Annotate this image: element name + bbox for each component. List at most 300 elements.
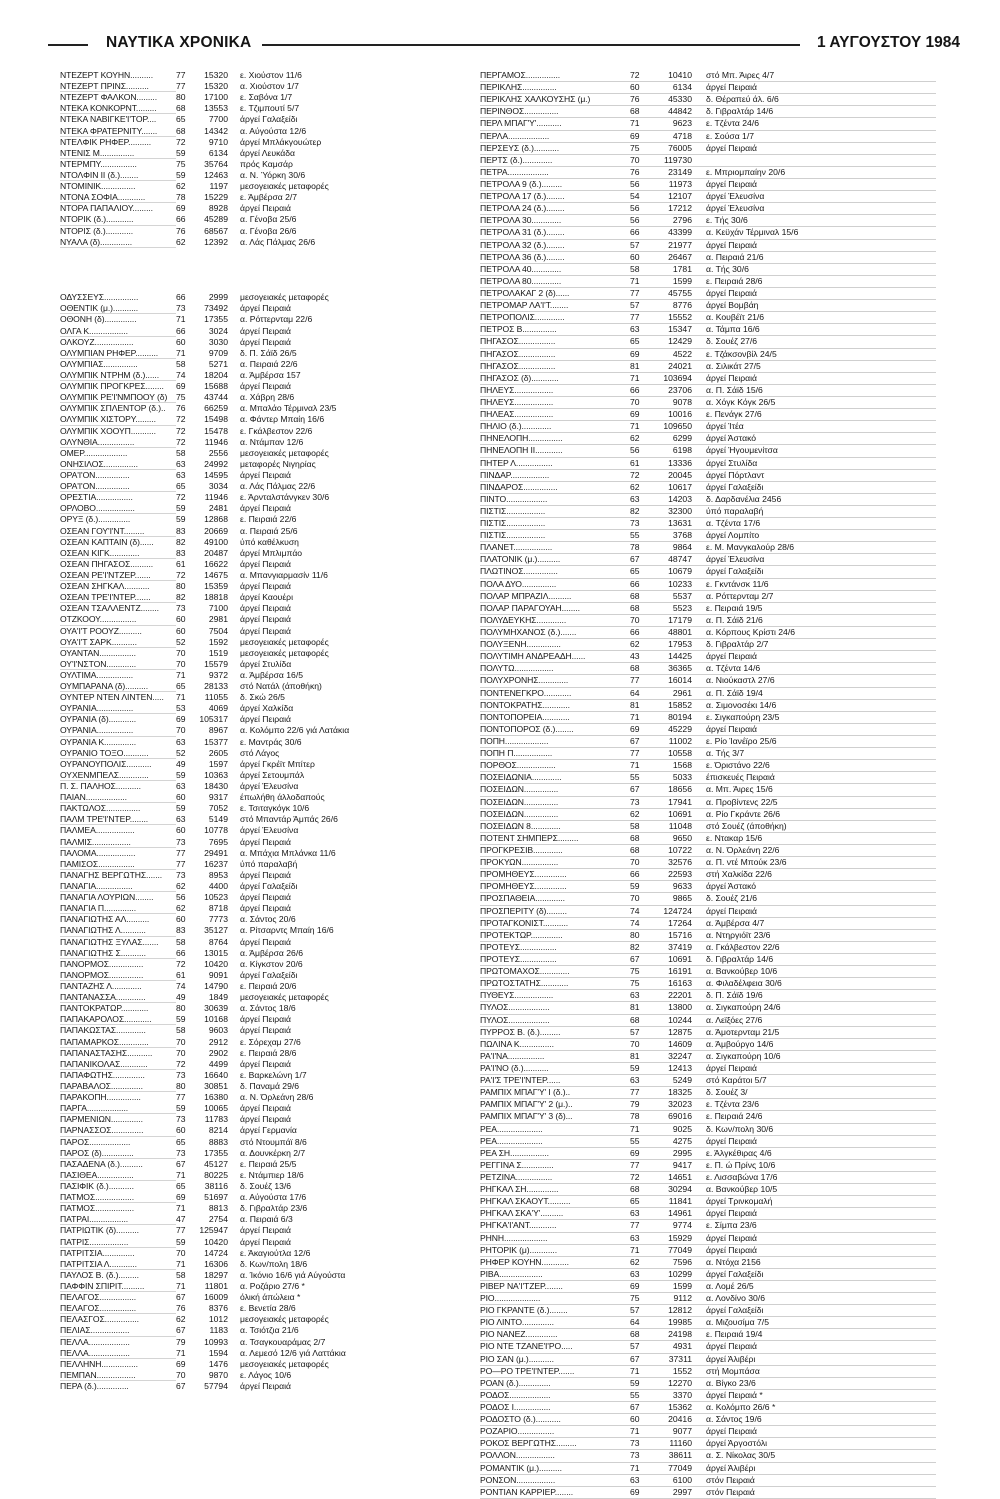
gross-tonnage: 11783 <box>204 1114 228 1125</box>
ship-status: στό Μπαντάρ Άμπάς 26/6 <box>240 814 338 825</box>
build-year: 71 <box>630 1365 640 1376</box>
build-year: 74 <box>630 917 640 928</box>
ship-name: ΟΥΜΠΑΡΑΝΑ (δ).......... <box>60 681 176 692</box>
ship-status: δ. Σκώ 26/5 <box>240 692 285 703</box>
ship-name: ΠΡΟΚΥΩΝ................ <box>480 857 559 868</box>
ship-name: ΠΡΟΤΕΥΣ................ <box>480 953 557 964</box>
ship-name: ΠΟΛΑΡ ΠΑΡΑΓΟΥΑΗ........ <box>480 602 580 613</box>
ship-name: ΠΗΛΙΟ (δ.)............. <box>480 421 552 432</box>
ship-row <box>60 370 468 381</box>
gross-tonnage: 11002 <box>668 736 692 747</box>
ship-row <box>60 459 468 470</box>
ship-status <box>706 155 916 166</box>
ship-row <box>60 637 468 648</box>
ship-status: ε. Πειραιά 28/6 <box>240 1047 297 1058</box>
ship-name: ΠΙΝΤΟ.................. <box>480 493 548 504</box>
build-year: 68 <box>630 845 640 855</box>
build-year: 63 <box>630 1208 640 1219</box>
gross-tonnage: 2605 <box>208 747 228 758</box>
ship-name: ΠΑΡΓΑ.................. <box>60 1103 176 1114</box>
ship-row <box>60 848 468 859</box>
ship-status: άργεί Γαλαξείδι <box>240 969 298 980</box>
ship-row <box>60 792 468 803</box>
ship-name: ΠΑΡΑΒΑΛΟΣ.............. <box>60 1081 176 1092</box>
ship-row <box>60 970 468 981</box>
gross-tonnage: 7052 <box>208 803 228 814</box>
build-year: 62 <box>176 881 186 892</box>
ship-row <box>480 179 936 191</box>
ship-name: ΠΑΛΟΜΑ................. <box>60 847 136 858</box>
ship-status: α. Σάντος 18/6 <box>240 1003 296 1014</box>
ship-row <box>60 1359 468 1370</box>
build-year: 71 <box>176 314 186 325</box>
ship-name: ΠΑΣΙΦΙΚ (δ.)........... <box>60 1180 134 1191</box>
build-year: 73 <box>176 303 186 314</box>
ship-status: άργεί Άστακό <box>706 433 757 444</box>
gross-tonnage: 45755 <box>668 287 692 298</box>
ship-status: άργεί Γαλαξείδι <box>706 481 764 492</box>
ship-name: ΡΙΟ ΓΚΡΑΝΤΕ (δ.)........ <box>480 1305 568 1316</box>
ship-name: ΝΤΕΖΕΡΤ ΚΟΥΗΝ.......... <box>60 70 153 80</box>
build-year: 57 <box>630 1341 640 1352</box>
ship-status: άργεί Βομβάη <box>706 300 759 311</box>
build-year: 66 <box>176 214 186 225</box>
ship-row <box>60 592 468 603</box>
gross-tonnage: 14595 <box>204 469 228 480</box>
gross-tonnage: 7695 <box>208 836 228 847</box>
ship-status: α. Άμβέρσα 26/6 <box>240 947 304 958</box>
ship-name: ΠΕΤΡΟΛΑ 24 (δ.)........ <box>480 203 565 214</box>
ship-row <box>480 845 936 857</box>
ship-name: ΠΑΡΝΑΣΣΟΣ.............. <box>60 1125 176 1136</box>
gross-tonnage: 9709 <box>208 347 228 358</box>
ship-status: α. Χάβρη 28/6 <box>240 392 295 403</box>
ship-status: δ. Δαρδανέλια 2456 <box>706 493 782 504</box>
ship-name: ΠΑΡΟΣ.................. <box>60 1136 131 1147</box>
gross-tonnage: 1519 <box>208 647 228 658</box>
build-year: 70 <box>630 857 640 868</box>
ship-status: πρός Καμσάρ <box>240 158 293 169</box>
ship-name: ΠΕΛΛΗΝΗ................ <box>60 1358 138 1369</box>
ship-row <box>60 670 468 681</box>
ship-name: ΟΣΕΑΝ ΤΣΑΛΛΕΝΤΖ........ <box>60 603 159 614</box>
build-year: 78 <box>630 1111 640 1122</box>
ship-row <box>480 978 936 990</box>
ship-name: ΝΤΕΚΑ ΝΑΒΙΓΚΕ'Ι'ΤΟΡ.... <box>60 114 157 125</box>
ship-row <box>480 288 936 300</box>
build-year: 76 <box>176 1303 186 1314</box>
ship-name: ΟΥΛΤΙΜΑ................ <box>60 669 134 680</box>
ship-status: α. Ίκόνιο 16/6 γιά Αύγούστα <box>240 1269 346 1280</box>
gross-tonnage: 14425 <box>668 651 692 662</box>
ship-status: ε. Άρνταλστάνγκεν 30/6 <box>240 492 330 503</box>
gross-tonnage: 20416 <box>668 1414 692 1425</box>
build-year: 58 <box>630 263 640 274</box>
ship-status: άργεί Πειραιά <box>706 651 757 662</box>
gross-tonnage: 12429 <box>668 336 692 347</box>
gross-tonnage: 8776 <box>672 300 692 311</box>
ship-name: ΠΟΝΤΟΚΡΑΤΗΣ............ <box>480 699 570 710</box>
ship-status: άργεί Πειραιά <box>706 178 757 189</box>
build-year: 75 <box>176 392 186 403</box>
gross-tonnage: 9603 <box>208 1025 228 1036</box>
ship-name: ΠΥΘΕΥΣ................. <box>480 990 554 1001</box>
ship-row <box>480 1463 936 1475</box>
ship-name: ΝΤΕΖΕΡΤ ΠΡΙΝΣ.......... <box>60 81 176 92</box>
ship-name: ΡΕΑ ΣΗ................. <box>480 1147 549 1158</box>
gross-tonnage: 76005 <box>668 142 692 153</box>
ship-name: ΠΡΩΤΟΜΑΧΟΣ............. <box>480 966 570 977</box>
ship-name: ΡΑΜΠΙΧ ΜΠΑΓ'Υ' Ι (δ.).. <box>480 1087 571 1098</box>
ship-name: ΠΕΤΡΟΛΑΚΑΓ 2 (δ)...... <box>480 287 570 298</box>
ship-status: μεταφορές Νιγηρίας <box>240 458 316 469</box>
gross-tonnage: 11055 <box>204 692 228 703</box>
gross-tonnage: 30294 <box>668 1184 692 1195</box>
gross-tonnage: 51697 <box>204 1192 228 1203</box>
ship-status: άργεί Πειραιά <box>706 372 757 383</box>
ship-name: ΠΑΝΑΓΙΩΤΗΣ ΞΥΛΑΣ....... <box>60 936 159 947</box>
build-year: 62 <box>630 808 640 819</box>
gross-tonnage: 37419 <box>668 941 692 952</box>
ship-name: ΠΟΝΤΟΠΟΡΕΙΑ............ <box>480 711 570 722</box>
ship-name: ΠΑΤΡΙΩΤΙΚ (δ).......... <box>60 1225 139 1236</box>
gross-tonnage: 18818 <box>204 592 228 603</box>
ship-status: στόν Πειραιά <box>706 1486 755 1497</box>
ship-status: α. Λεϊξόες 27/6 <box>706 1014 763 1025</box>
ship-status: άργεί Πειραιά <box>706 239 757 250</box>
ship-name: ΠΟΣΕΙΔΩΝ............... <box>480 784 559 795</box>
ship-name: ΠΕΤΡΟΣ Β............... <box>480 324 557 335</box>
ship-name: ΠΕΤΡΟΛΑ 80............. <box>480 275 562 286</box>
ship-status: άργεί Καουέρι <box>240 592 293 603</box>
ship-row <box>60 1270 468 1281</box>
build-year: 68 <box>176 103 186 114</box>
ship-name: ΝΤΕΖΕΡΤ ΦΑΛΚΟΝ......... <box>60 92 158 103</box>
ship-name: ΠΑΝΟΡΜΟΣ............... <box>60 958 144 969</box>
build-year: 65 <box>630 336 640 347</box>
ship-name: ΟΣΕΑΝ ΚΙΓΚ............. <box>60 548 176 559</box>
ship-status: άργεί Άλιβέρι <box>706 1462 756 1473</box>
gross-tonnage: 15929 <box>668 1232 692 1243</box>
ship-status: άργεί Άλιβέρι <box>706 1353 756 1364</box>
gross-tonnage: 1012 <box>208 1314 228 1325</box>
build-year: 59 <box>176 147 186 158</box>
ship-status: άργεί Λομπίτο <box>706 530 760 541</box>
ship-name: ΠΗΓΑΣΟΣ (δ)............ <box>480 372 559 383</box>
ship-row <box>60 170 468 181</box>
ship-name: ΡΑ'Ι'ΝΟ (δ.)........... <box>480 1062 549 1073</box>
ship-row <box>480 893 936 905</box>
ship-row <box>480 143 936 155</box>
ship-row <box>60 1181 468 1192</box>
build-year: 64 <box>630 687 640 698</box>
gross-tonnage: 9025 <box>672 1123 692 1134</box>
gross-tonnage: 10065 <box>204 1103 228 1114</box>
build-year: 65 <box>176 1180 186 1191</box>
ship-status: α. Τής 30/6 <box>706 263 749 274</box>
build-year: 69 <box>630 130 640 141</box>
ship-row <box>60 203 468 214</box>
ship-status: άργεί Στυλίδα <box>240 658 292 669</box>
build-year: 72 <box>176 958 186 969</box>
ship-status: α. Ροζάριο 27/6 * <box>240 1280 305 1291</box>
ship-name: ΡΟΔΟΣ.................. <box>480 1389 551 1400</box>
ship-status: α. Κολόμπο 22/6 γιά Λατάκια <box>240 725 350 736</box>
ship-status: ε. Άλγκέθιρας 4/6 <box>706 1147 772 1158</box>
ship-status: άργεί Έλευσίνα <box>240 781 299 792</box>
gross-tonnage: 10993 <box>204 1336 228 1347</box>
ship-row <box>60 1048 468 1059</box>
gross-tonnage: 16380 <box>204 1092 228 1103</box>
ship-row <box>480 675 936 687</box>
ship-status: μεσογειακές μεταφορές <box>240 647 329 658</box>
ship-name: ΡΗΓΚΑ'Ι'ΑΝΤ............ <box>480 1220 557 1231</box>
ship-status: α. Τζέντα 14/6 <box>706 663 761 674</box>
ship-name: ΡΟΝΤΙΑΝ ΚΑΡΡΙΕΡ........ <box>480 1486 574 1497</box>
ship-row <box>60 1025 468 1036</box>
ship-status: στό Λάγος <box>240 747 280 758</box>
ship-status: ε. Βαρκελώνη 1/7 <box>240 1069 307 1080</box>
gross-tonnage: 3024 <box>208 325 228 336</box>
gross-tonnage: 17264 <box>668 917 692 928</box>
build-year: 69 <box>630 348 640 359</box>
ship-name: ΠΕΤΡΟΛΑ 40............. <box>480 263 562 274</box>
gross-tonnage: 10299 <box>668 1268 692 1279</box>
gross-tonnage: 38611 <box>668 1450 692 1461</box>
ship-name: ΠΛΩΤΙΝΟΣ............... <box>480 566 558 577</box>
build-year: 73 <box>176 869 186 880</box>
ship-status: α. Π. Σάϊδ 15/6 <box>706 384 763 395</box>
ship-name: ΠΕΤΡΟΛΑ 17 (δ.)........ <box>480 191 565 202</box>
ship-name: ΟΥΧΕΝΜΠΕΛΣ............. <box>60 770 176 781</box>
gross-tonnage: 12812 <box>668 1305 692 1316</box>
ship-status: άργεί Γαλαξείδι <box>240 881 298 892</box>
ship-name: ΠΕΛΑΓΟΣ................ <box>60 1303 176 1314</box>
ship-row <box>60 937 468 948</box>
ship-status: άργεί Πειραιά * <box>706 1389 763 1400</box>
ship-row <box>60 559 468 570</box>
gross-tonnage: 125947 <box>199 1225 228 1236</box>
gross-tonnage: 18325 <box>668 1087 692 1098</box>
ship-name: ΠΕΛΛΑ.................. <box>60 1336 130 1347</box>
ship-status: ε. Ντάμπιερ 18/6 <box>240 1169 304 1180</box>
gross-tonnage: 10679 <box>668 566 692 577</box>
build-year: 67 <box>630 784 640 795</box>
ship-name: ΠΥΡΡΟΣ Β. (δ.)......... <box>480 1026 561 1037</box>
ship-row <box>480 1390 936 1402</box>
ship-row <box>60 92 468 103</box>
build-year: 58 <box>176 1025 186 1036</box>
ship-status: α. Λονδίνο 30/6 <box>706 1293 765 1304</box>
gross-tonnage: 73492 <box>204 303 228 314</box>
ship-row <box>60 903 468 914</box>
ship-name: ΠΕΡΣΕΥΣ (δ.)........... <box>480 142 560 153</box>
ship-status: άργεί Έλευσίνα <box>706 191 765 202</box>
ship-row <box>60 192 468 203</box>
build-year: 58 <box>176 358 186 369</box>
ship-row <box>60 470 468 481</box>
ship-name: ΠΕΤΡΑ.................. <box>480 166 549 177</box>
build-year: 69 <box>176 1358 186 1369</box>
ship-row <box>480 300 936 312</box>
ship-name: ΡΟΖΑΡΙΟ................ <box>480 1426 555 1437</box>
ship-row <box>480 470 936 482</box>
ship-name: ΠΙΣΤΙΣ................. <box>480 505 546 516</box>
gross-tonnage: 18430 <box>204 781 228 792</box>
ship-status: άργεί Πειραιά <box>240 903 291 914</box>
ship-status: άργεί Πειραιά <box>240 1380 291 1391</box>
ship-row <box>60 803 468 814</box>
gross-tonnage: 13631 <box>668 518 692 529</box>
ship-name: ΝΤΟΡΙΣ (δ.)............ <box>60 225 134 236</box>
gross-tonnage: 43399 <box>668 227 692 238</box>
header-rule-left <box>48 44 88 46</box>
ship-name: ΠΗΛΕΑΣ................. <box>480 409 554 420</box>
build-year: 74 <box>630 905 640 916</box>
ship-row <box>480 433 936 445</box>
build-year: 66 <box>630 384 640 395</box>
ship-name: ΠΟΠΗ Π................. <box>480 748 553 759</box>
ship-row <box>60 759 468 770</box>
gross-tonnage: 8953 <box>208 869 228 880</box>
ship-name: ΟΛΥΜΠΙΑΣ............... <box>60 358 138 369</box>
build-year: 60 <box>176 625 186 636</box>
build-year: 62 <box>630 1256 640 1267</box>
ship-row <box>480 1099 936 1111</box>
build-year: 60 <box>176 825 186 836</box>
gross-tonnage: 10778 <box>204 825 228 836</box>
ship-row <box>60 1381 468 1392</box>
gross-tonnage: 17100 <box>204 92 228 103</box>
ship-name: ΟΜΕΡ................... <box>60 447 128 458</box>
ship-row <box>60 1159 468 1170</box>
gross-tonnage: 2961 <box>672 687 692 698</box>
ship-row <box>60 1248 468 1259</box>
ship-name: ΝΤΕΚΑ ΚΟΝΚΟΡΝΤ......... <box>60 103 176 114</box>
gross-tonnage: 4069 <box>208 703 228 714</box>
build-year: 65 <box>176 681 186 692</box>
gross-tonnage: 12107 <box>668 191 692 202</box>
ship-status: άργεί Γαλαξείδι <box>240 114 298 125</box>
ship-row <box>480 918 936 930</box>
ship-name: ΠΙΣΤΙΣ................. <box>480 518 546 529</box>
ship-row <box>480 1293 936 1305</box>
ship-status: δ. Γιβραλτάρ 23/6 <box>240 1203 308 1214</box>
ship-name: ΠΡΟΤΕΥΣ................ <box>480 941 557 952</box>
gross-tonnage: 32576 <box>668 857 692 868</box>
build-year: 76 <box>176 403 186 414</box>
ship-status: α. Τσαγκουαράμας 2/7 <box>240 1336 326 1347</box>
ship-row <box>480 264 936 276</box>
ship-status: άργεί Πειραιά <box>240 503 291 514</box>
gross-tonnage: 1781 <box>672 263 692 274</box>
ship-name: ΠΟΛΥΤΩ................. <box>480 663 554 674</box>
gross-tonnage: 10363 <box>204 769 228 780</box>
ship-name: ΟΛΥΜΠΙΚ ΧΟΟΥΠ........... <box>60 425 156 436</box>
ship-status: α. Γένοβα 26/6 <box>240 225 297 236</box>
gross-tonnage: 5537 <box>672 590 692 601</box>
ship-row <box>480 240 936 252</box>
ship-status: άργεί Πειραιά <box>706 1232 757 1243</box>
ship-name: ΠΗΝΕΛΟΠΗ ΙΙ............ <box>480 445 563 456</box>
ship-name: ΠΟΣΕΙΔΩΝ............... <box>480 796 559 807</box>
ship-name: ΠΟΤΕΝΤ ΣΗΜΠΕΡΣ......... <box>480 832 579 843</box>
ship-status: άργεί Γαλαξείδι <box>706 566 764 577</box>
ship-name: ΠΟΣΕΙΔΩΝ 8............. <box>480 820 561 831</box>
build-year: 82 <box>176 536 186 547</box>
ship-name: ΠΕΤΡΟΛΑ 32 (δ.)........ <box>480 239 565 250</box>
ship-status: έπωλήθη άλλοδαπούς <box>240 792 325 803</box>
ship-status: δ. Παναμά 29/6 <box>240 1080 300 1091</box>
gross-tonnage: 11973 <box>668 178 692 189</box>
ship-name: ΠΗΤΕΡ Λ................ <box>480 457 553 468</box>
build-year: 71 <box>630 1426 640 1437</box>
ship-row <box>60 1037 468 1048</box>
gross-tonnage: 30851 <box>204 1080 228 1091</box>
ship-row <box>60 126 468 137</box>
ship-row <box>60 403 468 414</box>
ship-status: α. Π. Σάϊδ 19/4 <box>706 687 763 698</box>
ship-row <box>60 359 468 370</box>
ship-status: α. Χιούστον 1/7 <box>240 81 299 92</box>
ship-row <box>60 1137 468 1148</box>
gross-tonnage: 4931 <box>672 1341 692 1352</box>
ship-status: ε. Πειραιά 28/6 <box>706 275 763 286</box>
ship-name: ΠΕΡΛ ΜΠΑΓ'Υ'........... <box>480 118 562 129</box>
ship-name: ΠΟΛΑΡ ΜΠΡΑΖΙΛ.......... <box>480 590 572 601</box>
ship-name: ΝΤΕΚΑ ΦΡΑΤΕΡΝΙΤΥ....... <box>60 126 176 137</box>
ship-name: ΟΛΥΜΠΙΚ ΝΤΡΗΜ (δ.)...... <box>60 370 176 381</box>
ship-row <box>480 542 936 554</box>
build-year: 58 <box>630 820 640 831</box>
ship-row <box>480 554 936 566</box>
ship-name: ΠΥΛΟΣ.................. <box>480 1014 550 1025</box>
build-year: 71 <box>630 711 640 722</box>
gross-tonnage: 29491 <box>204 847 228 858</box>
ship-row <box>480 1196 936 1208</box>
ship-status: ε. Όριστάνο 22/6 <box>706 760 770 771</box>
gross-tonnage: 10691 <box>668 808 692 819</box>
ship-row <box>60 603 468 614</box>
ship-row <box>60 737 468 748</box>
ship-row <box>480 1124 936 1136</box>
ship-status: α. Π. ντέ Μπούκ 23/6 <box>706 857 787 868</box>
gross-tonnage: 8967 <box>208 725 228 736</box>
build-year: 49 <box>176 992 186 1003</box>
ship-row <box>480 857 936 869</box>
ship-row <box>480 445 936 457</box>
gross-tonnage: 12413 <box>668 1062 692 1073</box>
ship-name: ΝΤΕΝΙΣ Μ............... <box>60 148 176 159</box>
gross-tonnage: 10168 <box>204 1014 228 1025</box>
gross-tonnage: 35127 <box>204 925 228 936</box>
ship-row <box>480 155 936 167</box>
gross-tonnage: 17355 <box>204 314 228 325</box>
ship-status: ε. Τζάκσονβίλ 24/5 <box>706 348 777 359</box>
build-year: 81 <box>630 1002 640 1013</box>
ship-name: ΠΕΡΤΣ (δ.)............. <box>480 154 553 165</box>
ship-name: ΠΑΤΜΟΣ................. <box>60 1203 134 1214</box>
ship-row <box>480 566 936 578</box>
ship-name: ΝΤΕΛΦΙΚ ΡΗΦΕΡ.......... <box>60 136 152 147</box>
ship-name: ΟΔΥΣΣΕΥΣ............... <box>60 292 139 303</box>
ship-name: ΟΛΥΜΠΙΚ ΡΕ'Ι'ΝΜΠΟΟΥ (δ) <box>60 392 176 403</box>
build-year: 59 <box>176 169 186 180</box>
ship-name: ΠΟΠΗ................... <box>480 736 549 747</box>
ship-row <box>480 663 936 675</box>
ship-row <box>480 494 936 506</box>
ship-name: ΡΙΒΑ................... <box>480 1268 543 1279</box>
